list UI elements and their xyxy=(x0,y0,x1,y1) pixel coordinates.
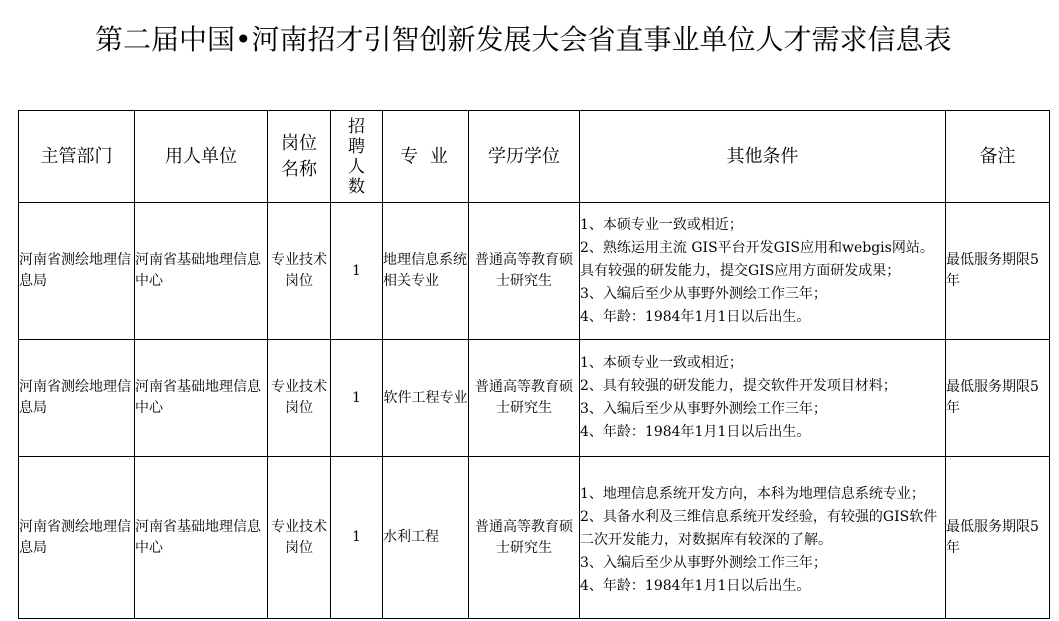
header-post xyxy=(268,111,331,203)
table-row xyxy=(19,340,1050,457)
condition-item: 4、年龄：1984年1月1日以后出生。 xyxy=(580,578,811,594)
cell-degree: 普通高等教育硕士研究生 xyxy=(469,203,580,340)
cell-unit: 河南省基础地理信息中心 xyxy=(135,340,268,457)
cell-post: 专业技术岗位 xyxy=(268,457,331,619)
header-major: 专 业 xyxy=(383,111,469,203)
cell-post: 专业技术岗位 xyxy=(268,340,331,457)
condition-item: 2、具有较强的研发能力，提交软件开发项目材料； xyxy=(580,378,897,394)
header-count-char: 聘 xyxy=(348,136,365,157)
cell-remarks: 最低服务期限5年 xyxy=(946,457,1050,619)
cell-conditions xyxy=(580,340,946,457)
cell-dept: 河南省测绘地理信息局 xyxy=(19,457,135,619)
header-count xyxy=(331,111,383,203)
condition-item: 3、入编后至少从事野外测绘工作三年； xyxy=(580,401,827,417)
cell-degree: 普通高等教育硕士研究生 xyxy=(469,340,580,457)
condition-item: 1、本硕专业一致或相近； xyxy=(580,355,743,371)
cell-remarks: 最低服务期限5年 xyxy=(946,203,1050,340)
header-remarks: 备注 xyxy=(946,111,1050,203)
condition-item: 1、本硕专业一致或相近； xyxy=(580,216,743,233)
condition-item: 3、入编后至少从事野外测绘工作三年； xyxy=(580,555,827,571)
cell-remarks: 最低服务期限5年 xyxy=(946,340,1050,457)
cell-dept: 河南省测绘地理信息局 xyxy=(19,340,135,457)
cell-count: 1 xyxy=(331,203,383,340)
condition-item: 2、熟练运用主流 GIS平台开发GIS应用和webgis网站。具有较强的研发能力，提交GIS应用方面研发成果； xyxy=(580,239,934,279)
talent-demand-table xyxy=(18,110,1050,619)
cell-major: 软件工程专业 xyxy=(383,340,469,457)
cell-dept: 河南省测绘地理信息局 xyxy=(19,203,135,340)
header-unit: 用人单位 xyxy=(135,111,268,203)
header-count-char: 人 xyxy=(348,156,365,177)
table-row xyxy=(19,457,1050,619)
cell-post: 专业技术岗位 xyxy=(268,203,331,340)
header-count-char: 数 xyxy=(348,176,365,197)
header-degree: 学历学位 xyxy=(469,111,580,203)
table-header-row xyxy=(19,111,1050,203)
cell-major: 地理信息系统相关专业 xyxy=(383,203,469,340)
cell-unit: 河南省基础地理信息中心 xyxy=(135,457,268,619)
cell-degree: 普通高等教育硕士研究生 xyxy=(469,457,580,619)
header-conditions: 其他条件 xyxy=(580,111,946,203)
table-row xyxy=(19,203,1050,340)
header-count-char: 招 xyxy=(348,116,365,137)
header-post-line: 岗位 xyxy=(281,132,317,154)
cell-unit: 河南省基础地理信息中心 xyxy=(135,203,268,340)
condition-item: 4、年龄：1984年1月1日以后出生。 xyxy=(580,424,811,440)
cell-count: 1 xyxy=(331,340,383,457)
page-title: 第二届中国•河南招才引智创新发展大会省直事业单位人才需求信息表 xyxy=(95,23,952,56)
condition-item: 3、入编后至少从事野外测绘工作三年； xyxy=(580,285,827,302)
cell-conditions xyxy=(580,457,946,619)
cell-count: 1 xyxy=(331,457,383,619)
condition-item: 2、具备水利及三维信息系统开发经验，有较强的GIS软件二次开发能力，对数据库有较深的了解。 xyxy=(580,509,938,548)
condition-item: 4、年龄：1984年1月1日以后出生。 xyxy=(580,308,811,325)
header-dept: 主管部门 xyxy=(19,111,135,203)
cell-major: 水利工程 xyxy=(383,457,469,619)
condition-item: 1、地理信息系统开发方向，本科为地理信息系统专业； xyxy=(580,486,925,502)
header-post-line: 名称 xyxy=(281,158,317,180)
cell-conditions xyxy=(580,203,946,340)
